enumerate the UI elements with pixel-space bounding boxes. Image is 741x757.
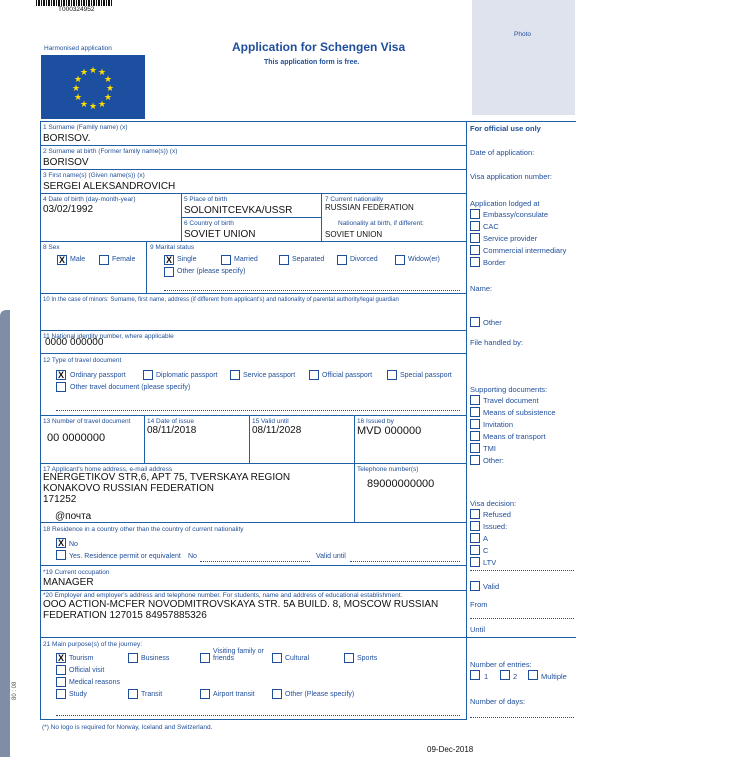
nationality-value[interactable]: RUSSIAN FEDERATION — [325, 203, 414, 212]
cac-label: CAC — [483, 222, 499, 231]
invitation-label: Invitation — [483, 420, 514, 429]
sex-label: 8 Sex — [43, 244, 60, 251]
occupation-label: *19 Current occupation — [43, 569, 110, 576]
address-label: 17 Applicant's home address, e-mail address — [43, 466, 173, 473]
svg-text:★: ★ — [73, 75, 83, 85]
official-other-label: Other — [483, 318, 502, 327]
address-line3[interactable]: 171252 — [43, 494, 77, 505]
entries-1-checkbox[interactable] — [470, 670, 480, 680]
employer-line1[interactable]: OOO ACTION-MCFER NOVODMITROVSKAYA STR. 5A BUILD. 8, MOSCOW RUSSIAN — [43, 599, 439, 610]
transit-label: Transit — [141, 691, 163, 698]
ordinary-passport-checkbox[interactable]: X — [57, 370, 64, 380]
surname-label: 1 Surname (Family name) (x) — [43, 124, 128, 131]
doc-number-value[interactable]: 00 0000000 — [47, 432, 106, 444]
airport-transit-label: Airport transit — [213, 691, 255, 698]
residence-valid-label: Valid until — [316, 553, 346, 560]
entries-multiple-checkbox[interactable] — [528, 670, 538, 680]
transit-checkbox[interactable] — [128, 689, 138, 699]
c-checkbox[interactable] — [470, 545, 480, 555]
employer-line2[interactable]: FEDERATION 127015 84957885326 — [43, 610, 207, 621]
cultural-checkbox[interactable] — [272, 653, 282, 663]
days-line[interactable] — [470, 717, 574, 718]
from-line[interactable] — [470, 618, 574, 619]
travel-doc-label: 12 Type of travel document — [43, 357, 122, 364]
issued-by-label: 16 Issued by — [357, 418, 394, 425]
side-tab — [0, 310, 10, 757]
tourism-label: Tourism — [69, 655, 94, 662]
single-checkbox[interactable]: X — [165, 255, 172, 265]
refused-label: Refused — [483, 510, 511, 519]
tourism-checkbox[interactable]: X — [57, 653, 64, 663]
svg-text:★: ★ — [97, 68, 107, 78]
surname-birth-label: 2 Surname at birth (Former family name(s)) (x) — [43, 148, 178, 155]
valid-until-value[interactable]: 08/11/2028 — [252, 425, 302, 436]
eu-stars-icon — [41, 55, 145, 119]
male-checkbox[interactable]: X — [58, 255, 65, 265]
first-name-label: 3 First name(s) (Given name(s)) (x) — [43, 172, 145, 179]
refused-checkbox[interactable] — [470, 509, 480, 519]
first-name-value[interactable]: SERGEI ALEKSANDROVICH — [43, 181, 176, 192]
widow-label: Widow(er) — [408, 256, 440, 263]
country-birth-label: 6 Country of birth — [184, 220, 234, 227]
other-doc-label: Other: — [483, 456, 504, 465]
svg-text:★: ★ — [97, 100, 107, 110]
commercial-checkbox[interactable] — [470, 245, 480, 255]
file-handled: File handled by: — [470, 338, 523, 347]
surname-value[interactable]: BORISOV. — [43, 133, 91, 144]
special-passport-checkbox[interactable] — [387, 370, 397, 380]
other-marital-checkbox[interactable] — [164, 267, 174, 277]
special-passport-label: Special passport — [400, 372, 452, 379]
official-visa-number: Visa application number: — [470, 172, 552, 181]
travel-doc-checkbox[interactable] — [470, 395, 480, 405]
issued-label: Issued: — [483, 522, 508, 531]
supporting-docs: Supporting documents: — [470, 385, 548, 394]
residence-permit-no: No — [188, 553, 197, 560]
marital-label: 9 Marital status — [150, 244, 195, 251]
employer-label: *20 Employer and employer's address and telephone number. For students, name and address of educational establishment. — [43, 592, 403, 599]
dob-value[interactable]: 03/02/1992 — [43, 204, 94, 215]
document-date: 09-Dec-2018 — [427, 745, 474, 754]
telephone-value[interactable]: 89000000000 — [367, 478, 435, 490]
a-checkbox[interactable] — [470, 533, 480, 543]
eu-flag — [41, 55, 145, 119]
embassy-checkbox[interactable] — [470, 209, 480, 219]
visiting-checkbox[interactable] — [200, 653, 210, 663]
a-label: A — [483, 534, 489, 543]
issued-by-value[interactable]: MVD 000000 — [357, 425, 422, 437]
diplomatic-passport-checkbox[interactable] — [143, 370, 153, 380]
travel-doc-other-line[interactable] — [56, 410, 460, 411]
place-birth-value[interactable]: SOLONITCEVKA/USSR — [184, 205, 293, 216]
study-label: Study — [69, 691, 87, 698]
valid-until-label: 15 Valid until — [252, 418, 289, 425]
dob-label: 4 Date of birth (day-month-year) — [43, 196, 136, 203]
other-purpose-label: Other (Please specify) — [285, 691, 355, 698]
svg-text:★: ★ — [71, 84, 81, 94]
until-label: Until — [470, 625, 486, 634]
email-value[interactable]: @почта — [55, 511, 92, 522]
place-birth-label: 5 Place of birth — [184, 196, 228, 203]
side-code: 80 : 08 — [12, 681, 18, 700]
entries-1-label: 1 — [484, 672, 489, 681]
other-marital-label: Other (please specify) — [177, 268, 246, 275]
svg-text:★: ★ — [88, 102, 98, 112]
surname-birth-value[interactable]: BORISOV — [43, 157, 89, 168]
service-provider-label: Service provider — [483, 234, 538, 243]
purpose-label: 21 Main purpose(s) of the journey: — [43, 641, 142, 648]
doc-number-label: 13 Number of travel document — [43, 418, 131, 425]
svg-text:★: ★ — [88, 66, 98, 76]
female-label: Female — [112, 256, 136, 263]
single-label: Single — [177, 256, 197, 263]
residence-no-checkbox[interactable]: X — [57, 538, 64, 548]
official-lodged: Application lodged at — [470, 199, 540, 208]
sports-label: Sports — [357, 655, 378, 662]
svg-text:★: ★ — [105, 84, 115, 94]
embassy-label: Embassy/consulate — [483, 210, 549, 219]
residence-no-label: No — [69, 541, 78, 548]
ltv-line[interactable] — [470, 570, 574, 571]
date-issue-label: 14 Date of issue — [147, 418, 194, 425]
address-line2[interactable]: KONAKOVO RUSSIAN FEDERATION — [43, 483, 214, 494]
minors-label: 10 In the case of minors: Surname, first name, address (if different from applicant's) and nationality of parental authority/legal guardian — [43, 297, 399, 303]
form-title: Application for Schengen Visa — [232, 40, 406, 54]
national-id-value[interactable]: 0000 000000 — [45, 337, 104, 348]
business-label: Business — [141, 655, 170, 662]
issued-checkbox[interactable] — [470, 521, 480, 531]
national-id-label: 11 National identity number, where applicable — [43, 333, 174, 340]
harmonised-label: Harmonised application — [44, 45, 112, 52]
entries-2-label: 2 — [513, 672, 518, 681]
border-checkbox[interactable] — [470, 257, 480, 267]
official-title: For official use only — [470, 124, 541, 133]
photo-box[interactable] — [472, 0, 575, 115]
ordinary-passport-label: Ordinary passport — [70, 372, 126, 379]
residence-yes-checkbox[interactable] — [56, 550, 66, 560]
c-label: C — [483, 546, 489, 555]
official-date-application: Date of application: — [470, 148, 535, 157]
telephone-label: Telephone number(s) — [357, 466, 419, 473]
border-label: Border — [483, 258, 506, 267]
svg-text:★: ★ — [73, 93, 83, 103]
entries-2-checkbox[interactable] — [500, 670, 510, 680]
marital-other-line[interactable] — [164, 290, 460, 291]
cac-checkbox[interactable] — [470, 221, 480, 231]
married-label: Married — [234, 256, 258, 263]
tmi-checkbox[interactable] — [470, 443, 480, 453]
official-name: Name: — [470, 284, 493, 293]
photo-label: Photo — [514, 31, 531, 38]
nationality-label: 7 Current nationality — [325, 196, 384, 203]
from-label: From — [470, 600, 488, 609]
ltv-checkbox[interactable] — [470, 557, 480, 567]
widow-checkbox[interactable] — [395, 255, 405, 265]
business-checkbox[interactable] — [128, 653, 138, 663]
svg-text:★: ★ — [79, 100, 89, 110]
entries-label: Number of entries: — [470, 660, 532, 669]
means-subsistence-checkbox[interactable] — [470, 407, 480, 417]
means-subsistence-label: Means of subsistence — [483, 408, 556, 417]
visiting-label: Visiting family or friends — [213, 648, 264, 662]
study-checkbox[interactable] — [56, 689, 66, 699]
divorced-label: Divorced — [350, 256, 378, 263]
residence-yes-label: Yes. Residence permit or equivalent — [69, 553, 181, 560]
date-issue-value[interactable]: 08/11/2018 — [147, 425, 197, 436]
other-travel-doc-label: Other travel document (please specify) — [70, 384, 191, 391]
svg-text:★: ★ — [103, 93, 113, 103]
purpose-other-line[interactable] — [56, 715, 460, 716]
days-label: Number of days: — [470, 697, 526, 706]
valid-checkbox[interactable] — [470, 581, 480, 591]
official-visit-checkbox[interactable] — [56, 665, 66, 675]
ltv-label: LTV — [483, 558, 497, 567]
country-birth-value[interactable]: SOVIET UNION — [184, 229, 256, 240]
other-travel-doc-checkbox[interactable] — [56, 382, 66, 392]
residence-valid-line[interactable] — [350, 561, 460, 562]
residence-number-line[interactable] — [200, 561, 310, 562]
valid-label: Valid — [483, 582, 500, 591]
married-checkbox[interactable] — [221, 255, 231, 265]
service-passport-label: Service passport — [243, 372, 296, 379]
nationality-birth-value[interactable]: SOVIET UNION — [325, 230, 383, 239]
official-visit-label: Official visit — [69, 667, 105, 674]
means-transport-label: Means of transport — [483, 432, 546, 441]
occupation-value[interactable]: MANAGER — [43, 577, 94, 588]
travel-doc-label: Travel document — [483, 396, 539, 405]
official-passport-label: Official passport — [322, 372, 373, 379]
invitation-checkbox[interactable] — [470, 419, 480, 429]
commercial-label: Commercial intermediary — [483, 246, 567, 255]
entries-multiple-label: Multiple — [541, 672, 567, 681]
means-transport-checkbox[interactable] — [470, 431, 480, 441]
svg-text:★: ★ — [103, 75, 113, 85]
nationality-birth-label: Nationality at birth, if different: — [338, 220, 424, 227]
separated-label: Separated — [292, 256, 325, 263]
divorced-checkbox[interactable] — [337, 255, 347, 265]
address-line1[interactable]: ENERGETIKOV STR,6, APT 75, TVERSKAYA REGION — [43, 472, 291, 483]
male-label: Male — [70, 256, 86, 263]
svg-text:★: ★ — [79, 68, 89, 78]
other-purpose-checkbox[interactable] — [272, 689, 282, 699]
service-provider-checkbox[interactable] — [470, 233, 480, 243]
other-doc-checkbox[interactable] — [470, 455, 480, 465]
female-checkbox[interactable] — [99, 255, 109, 265]
medical-checkbox[interactable] — [56, 677, 66, 687]
separated-checkbox[interactable] — [279, 255, 289, 265]
barcode-number: T000324952 — [58, 6, 95, 13]
tmi-label: TMI — [483, 444, 496, 453]
airport-transit-checkbox[interactable] — [200, 689, 210, 699]
sports-checkbox[interactable] — [344, 653, 354, 663]
official-passport-checkbox[interactable] — [309, 370, 319, 380]
medical-label: Medical reasons — [69, 679, 120, 686]
footnote: (*) No logo is required for Norway, Iceland and Switzerland. — [42, 724, 213, 731]
cultural-label: Cultural — [285, 655, 310, 662]
diplomatic-passport-label: Diplomatic passport — [156, 372, 218, 379]
visa-decision: Visa decision: — [470, 499, 517, 508]
service-passport-checkbox[interactable] — [230, 370, 240, 380]
official-other-checkbox[interactable] — [470, 317, 480, 327]
form-subtitle: This application form is free. — [264, 59, 360, 66]
residence-label: 18 Residence in a country other than the country of current nationality — [43, 526, 244, 533]
